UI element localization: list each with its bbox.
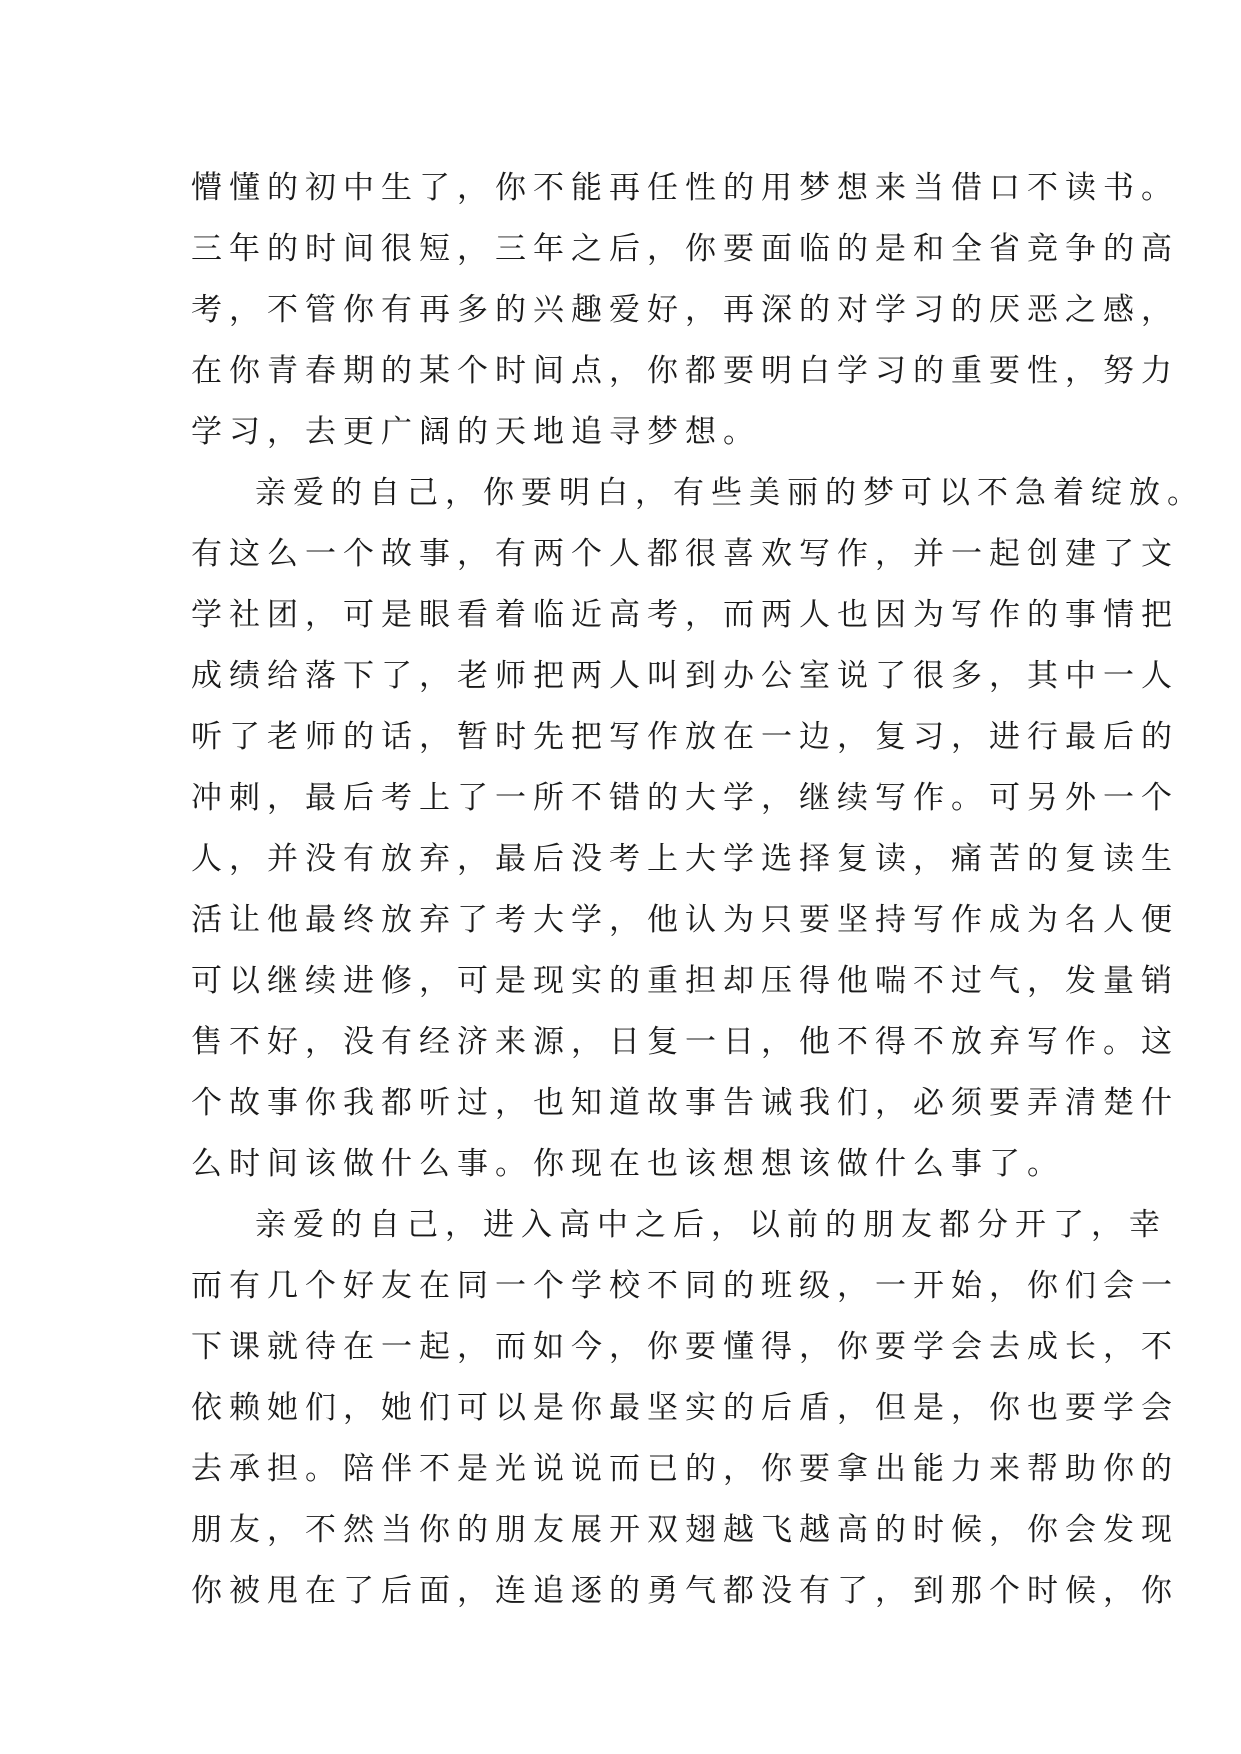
- text-line: 个故事你我都听过，也知道故事告诫我们，必须要弄清楚什: [191, 1085, 1179, 1121]
- text-line: 学社团，可是眼看着临近高考，而两人也因为写作的事情把: [191, 597, 1179, 633]
- text-line: 有这么一个故事，有两个人都很喜欢写作，并一起创建了文: [191, 536, 1179, 572]
- text-line: 可以继续进修，可是现实的重担却压得他喘不过气，发量销: [191, 963, 1179, 999]
- text-line: 依赖她们，她们可以是你最坚实的后盾，但是，你也要学会: [191, 1390, 1179, 1426]
- text-line: 么时间该做什么事。你现在也该想想该做什么事了。: [191, 1146, 1065, 1182]
- text-line: 人，并没有放弃，最后没考上大学选择复读，痛苦的复读生: [191, 841, 1179, 877]
- text-line: 朋友，不然当你的朋友展开双翅越飞越高的时候，你会发现: [191, 1512, 1179, 1548]
- text-line: 成绩给落下了，老师把两人叫到办公室说了很多，其中一人: [191, 658, 1179, 694]
- text-line: 下课就待在一起，而如今，你要懂得，你要学会去成长，不: [191, 1329, 1179, 1365]
- text-line: 三年的时间很短，三年之后，你要面临的是和全省竞争的高: [191, 231, 1179, 267]
- paragraph-start-line: 亲爱的自己，你要明白，有些美丽的梦可以不急着绽放。: [255, 475, 1205, 511]
- text-line: 学习，去更广阔的天地追寻梦想。: [191, 414, 761, 450]
- text-line: 去承担。陪伴不是光说说而已的，你要拿出能力来帮助你的: [191, 1451, 1179, 1487]
- text-line: 而有几个好友在同一个学校不同的班级，一开始，你们会一: [191, 1268, 1179, 1304]
- text-line: 你被甩在了后面，连追逐的勇气都没有了，到那个时候，你: [191, 1573, 1179, 1609]
- paragraph-start-line: 亲爱的自己，进入高中之后，以前的朋友都分开了，幸: [255, 1207, 1167, 1243]
- text-line: 冲刺，最后考上了一所不错的大学，继续写作。可另外一个: [191, 780, 1179, 816]
- text-line: 听了老师的话，暂时先把写作放在一边，复习，进行最后的: [191, 719, 1179, 755]
- text-line: 售不好，没有经济来源，日复一日，他不得不放弃写作。这: [191, 1024, 1179, 1060]
- text-line: 活让他最终放弃了考大学，他认为只要坚持写作成为名人便: [191, 902, 1179, 938]
- text-line: 在你青春期的某个时间点，你都要明白学习的重要性，努力: [191, 353, 1179, 389]
- text-line: 懵懂的初中生了，你不能再任性的用梦想来当借口不读书。: [191, 170, 1179, 206]
- body-text: [191, 158, 1205, 1622]
- text-line: 考，不管你有再多的兴趣爱好，再深的对学习的厌恶之感，: [191, 292, 1179, 328]
